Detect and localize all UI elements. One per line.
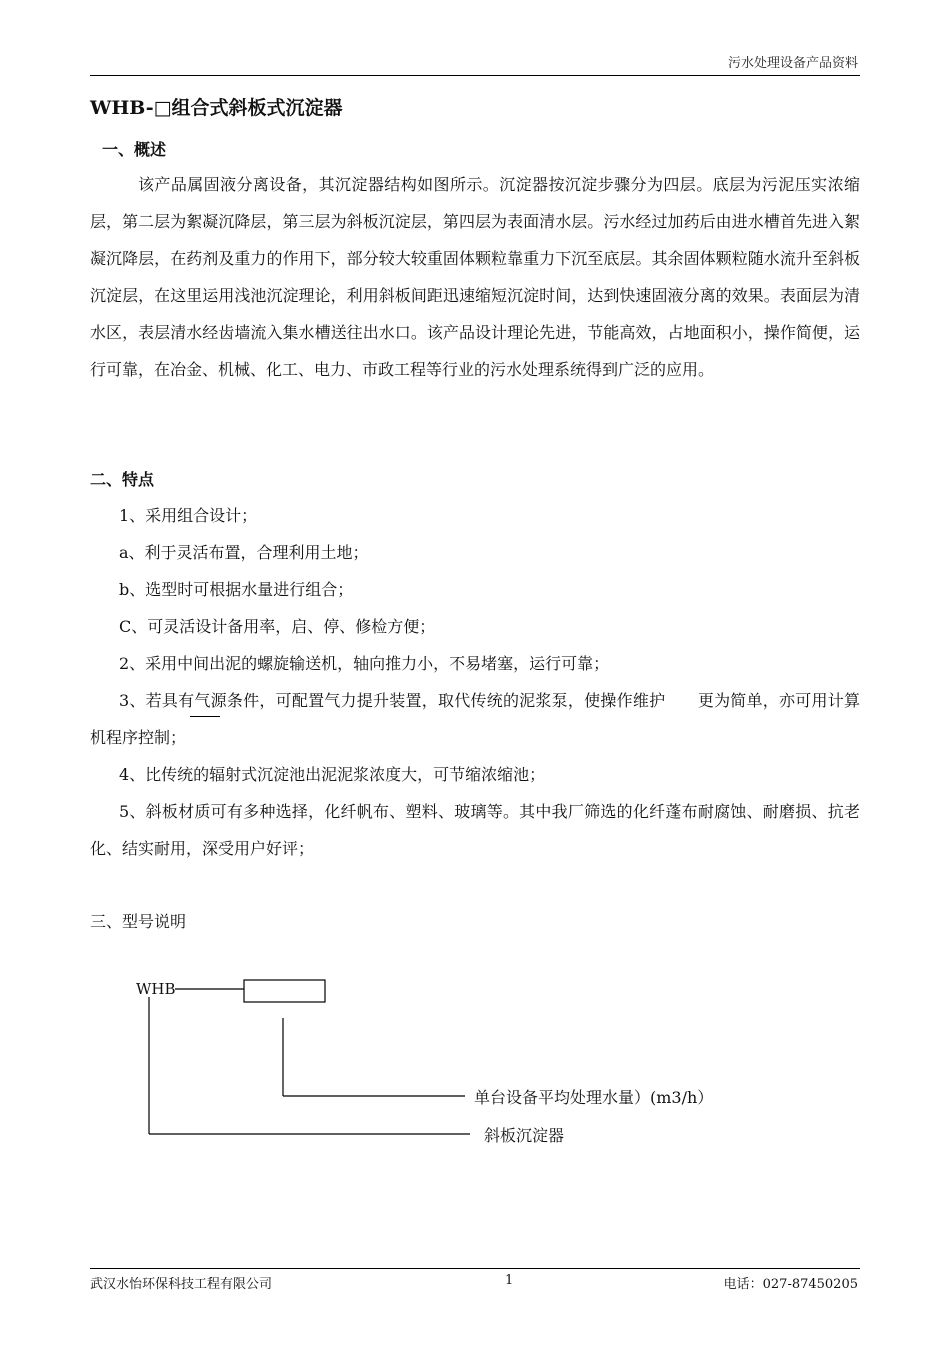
feature-item: 4、比传统的辐射式沉淀池出泥泥浆浓度大，可节缩浓缩池； <box>119 765 546 784</box>
underline-mark <box>190 716 220 717</box>
feature-item: b、选型时可根据水量进行组合； <box>119 580 354 599</box>
section-heading-features: 二、特点 <box>90 470 155 489</box>
page-number: 1 <box>505 1273 514 1288</box>
feature-item: 3、若具有气源条件，可配置气力提升装置，取代传统的泥浆泵，使操作维护 更为简单，亦可用计算机程序控制； <box>90 691 860 747</box>
feature-item: 1、采用组合设计； <box>119 506 258 525</box>
footer-rule <box>90 1268 860 1269</box>
feature-item: a、利于灵活布置，合理利用土地； <box>119 543 369 562</box>
footer-phone: 电话：027-87450205 <box>723 1277 858 1292</box>
footer-company: 武汉水怡环保科技工程有限公司 <box>90 1277 273 1292</box>
diagram-label-capacity: 单台设备平均处理水量）(m3/h） <box>474 1088 714 1107</box>
overview-paragraph: 该产品属固液分离设备，其沉淀器结构如图所示。沉淀器按沉淀步骤分为四层。底层为污泥压实浓缩层，第二层为絮凝沉降层，第三层为斜板沉淀层，第四层为表面清水层。污水经过加药后由进水槽首先进入絮凝沉降层，在药剂及重力的作用下，部分较大较重固体颗粒靠重力下沉至底层。其余固体颗粒随水流升至斜板沉淀层，在这里运用浅池沉淀理论，利用斜板间距迅速缩短沉淀时间，达到快速固液分离的效果。表面层为清水区，表层清水经齿墙流入集水槽送往出水口。该产品设计理论先进，节能高效，占地面积小，操作简便，运行可靠，在冶金、机械、化工、电力、市政工程等行业的污水处理系统得到广泛的应用。 <box>90 175 860 379</box>
section-heading-model: 三、型号说明 <box>90 912 187 931</box>
page-header: 污水处理设备产品资料 <box>727 56 858 71</box>
document-title: WHB-□组合式斜板式沉淀器 <box>90 97 343 119</box>
diagram-label-type: 斜板沉淀器 <box>484 1126 565 1145</box>
diagram-prefix: WHB <box>136 980 176 998</box>
feature-item: 2、采用中间出泥的螺旋输送机，轴向推力小，不易堵塞，运行可靠； <box>119 654 610 673</box>
diagram-capacity-box <box>244 980 325 1002</box>
section-heading-overview: 一、概述 <box>102 140 167 159</box>
feature-item: C、可灵活设计备用率，启、停、修检方便； <box>119 617 436 636</box>
feature-item: 5、斜板材质可有多种选择，化纤帆布、塑料、玻璃等。其中我厂筛选的化纤蓬布耐腐蚀、耐磨损、抗老化、结实耐用，深受用户好评； <box>90 802 860 858</box>
header-rule <box>90 75 860 76</box>
